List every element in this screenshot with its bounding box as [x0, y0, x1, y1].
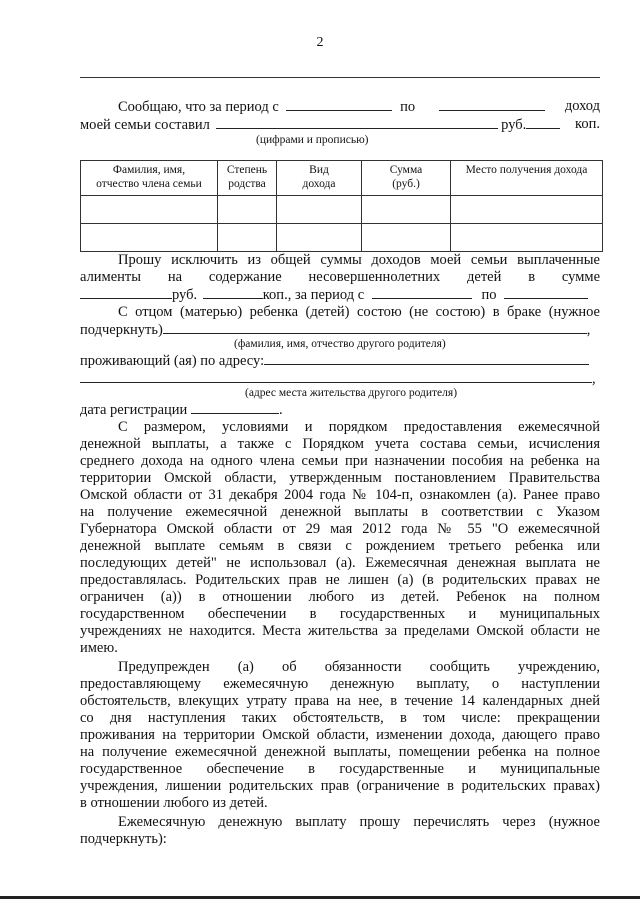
table-cell[interactable]	[218, 224, 277, 252]
report-line-1: Сообщаю, что за период с по доход	[118, 98, 600, 115]
bottom-edge	[0, 896, 640, 899]
income-kop-field[interactable]	[526, 115, 560, 129]
registration-date-field[interactable]	[191, 400, 279, 414]
col-header-relation: Степень родства	[218, 161, 277, 196]
marriage-line-2: подчеркнуть) ,	[80, 322, 591, 338]
para1-line: денежной выплате семьям в связи с рождением третьего ребенка или	[80, 538, 600, 554]
address-field[interactable]	[264, 351, 589, 365]
para2-line: в отношении любого из детей.	[80, 795, 268, 811]
para1-line: среднего дохода на одного члена семьи при назначении пособия на ребенка на	[80, 453, 600, 469]
address-line-2: ,	[80, 369, 600, 387]
para3-line: Ежемесячную денежную выплату прошу перечислять через (нужное	[118, 814, 600, 830]
table-row	[81, 224, 603, 252]
table-cell[interactable]	[277, 224, 362, 252]
table-cell[interactable]	[81, 224, 218, 252]
table-cell[interactable]	[451, 196, 603, 224]
para1-line: Омской области от 31 декабря 2004 года № 104-п, ознакомлен (а). Ранее право	[80, 487, 600, 503]
hint-digits: (цифрами и прописью)	[256, 134, 369, 146]
period-from-field[interactable]	[286, 97, 392, 111]
para2-line: государственное обеспечение в государственные и муниципальные	[80, 761, 600, 777]
col-header-place: Место получения дохода	[451, 161, 603, 196]
para1-line: предоставлялась. Родительских прав не лишен (а) (в родительских правах не	[80, 572, 600, 588]
alimony-to-field[interactable]	[504, 285, 588, 299]
para1-line: учреждениях не находится. Места жительства за пределами Омской области не	[80, 623, 600, 639]
para2-line: предоставляющему ежемесячную денежную выплату, о наступлении	[80, 676, 600, 692]
table-header-row	[81, 161, 603, 196]
alimony-line-2: алименты на содержание несовершеннолетних детей в сумме	[80, 269, 600, 285]
para2-line: проживания на территории Омской области, изменении дохода, дающего право	[80, 727, 600, 743]
para2-line: на получение ежемесячной денежной выплаты, помещении ребенка на полное	[80, 744, 600, 760]
col-header-name: Фамилия, имя, отчество члена семьи	[81, 161, 218, 196]
para2-line: обстоятельств, влекущих утрату права на нее, в течение 14 календарных дней	[80, 693, 600, 709]
alimony-line-1: Прошу исключить из общей суммы доходов моей семьи выплаченные	[118, 252, 600, 268]
table-cell[interactable]	[277, 196, 362, 224]
para1-line: государственном обеспечении в государственных и муниципальных	[80, 606, 600, 622]
col-header-income-type: Вид дохода	[277, 161, 362, 196]
alimony-line-3: руб. коп., за период с по	[80, 285, 600, 303]
report-line-2: моей семьи составил руб. коп.	[80, 116, 600, 133]
alimony-from-field[interactable]	[372, 285, 472, 299]
marriage-line-1: С отцом (матерью) ребенка (детей) состою (не состою) в браке (нужное	[118, 304, 600, 320]
table-cell[interactable]	[362, 196, 451, 224]
para1-line: территории Омской области, утвержденным постановлением Правительства	[80, 470, 600, 486]
other-parent-name-field[interactable]	[163, 320, 587, 334]
table-cell[interactable]	[451, 224, 603, 252]
para3-line: подчеркнуть):	[80, 831, 167, 847]
alimony-rub-field[interactable]	[80, 285, 172, 299]
income-amount-field[interactable]	[216, 115, 498, 129]
hint-other-parent-name: (фамилия, имя, отчество другого родителя)	[234, 338, 446, 350]
table-row	[81, 196, 603, 224]
address-field-2[interactable]	[80, 369, 592, 383]
table-cell[interactable]	[218, 196, 277, 224]
table-cell[interactable]	[362, 224, 451, 252]
table-cell[interactable]	[81, 196, 218, 224]
para1-line: на получение ежемесячной денежной выплаты в соответствии с Указом	[80, 504, 600, 520]
para1-line: Губернатора Омской области от 29 мая 2012 года № 55 "О ежемесячной	[80, 521, 600, 537]
hint-other-parent-address: (адрес места жительства другого родителя)	[245, 387, 458, 399]
top-divider	[80, 77, 600, 78]
period-to-field[interactable]	[439, 97, 545, 111]
alimony-kop-field[interactable]	[203, 285, 263, 299]
para1-line: денежной выплаты, а также с Порядком учета состава семьи, исчисления	[80, 436, 600, 452]
registration-line: дата регистрации .	[80, 402, 283, 418]
income-table	[80, 160, 603, 252]
para1-line: ограничен (а)) в отношении любого из детей. Ребенок на полном	[80, 589, 600, 605]
col-header-sum: Сумма (руб.)	[362, 161, 451, 196]
para1-line: последующих детей" не использовал (а). Ежемесячная денежная выплата не	[80, 555, 600, 571]
para1-line: имею.	[80, 640, 118, 656]
para2-line: со дня наступления таких обстоятельств, в том числе: прекращении	[80, 710, 600, 726]
para2-line: учреждения, лишении родительских прав (ограничение в родительских правах)	[80, 778, 600, 794]
page-number: 2	[316, 35, 324, 50]
para2-line: Предупрежден (а) об обязанности сообщить учреждению,	[118, 659, 600, 675]
address-line: проживающий (ая) по адресу:	[80, 351, 600, 369]
para1-line: С размером, условиями и порядком предоставления ежемесячной	[118, 419, 600, 435]
